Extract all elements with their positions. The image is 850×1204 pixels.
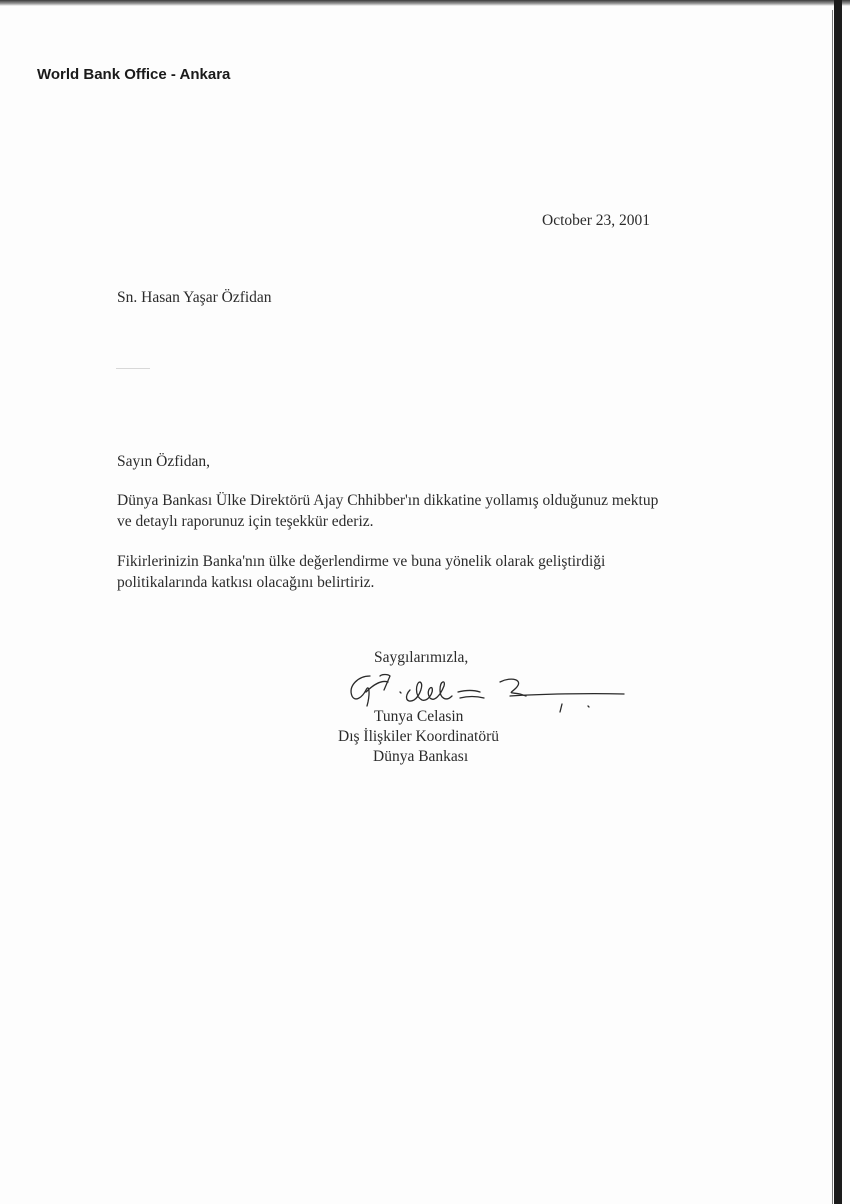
- paragraph-line: Dünya Bankası Ülke Direktörü Ajay Chhibber'ın dikkatine yollamış olduğunuz mektup: [117, 492, 659, 509]
- redacted-address: [116, 368, 150, 369]
- scan-edge-right-line: [832, 10, 833, 1204]
- recipient-line: Sn. Hasan Yaşar Özfidan: [117, 289, 272, 306]
- paragraph-line: politikalarında katkısı olacağını belirtiriz.: [117, 574, 375, 591]
- paragraph-line: ve detaylı raporunuz için teşekkür ederiz.: [117, 513, 374, 530]
- signatory-organization: Dünya Bankası: [373, 748, 469, 765]
- closing-phrase: Saygılarımızla,: [374, 649, 469, 666]
- signatory-name: Tunya Celasin: [374, 708, 464, 725]
- scan-edge-right: [834, 0, 842, 1204]
- paragraph-line: Fikirlerinizin Banka'nın ülke değerlendirme ve buna yönelik olarak geliştirdiği: [117, 553, 606, 570]
- letter-date: October 23, 2001: [542, 212, 651, 229]
- salutation: Sayın Özfidan,: [117, 453, 210, 470]
- signatory-title: Dış İlişkiler Koordinatörü: [338, 728, 500, 745]
- body-paragraph-2: [117, 551, 605, 593]
- body-paragraph-1: [117, 490, 658, 532]
- scan-edge-top: [0, 0, 850, 6]
- letterhead: World Bank Office - Ankara: [37, 66, 231, 83]
